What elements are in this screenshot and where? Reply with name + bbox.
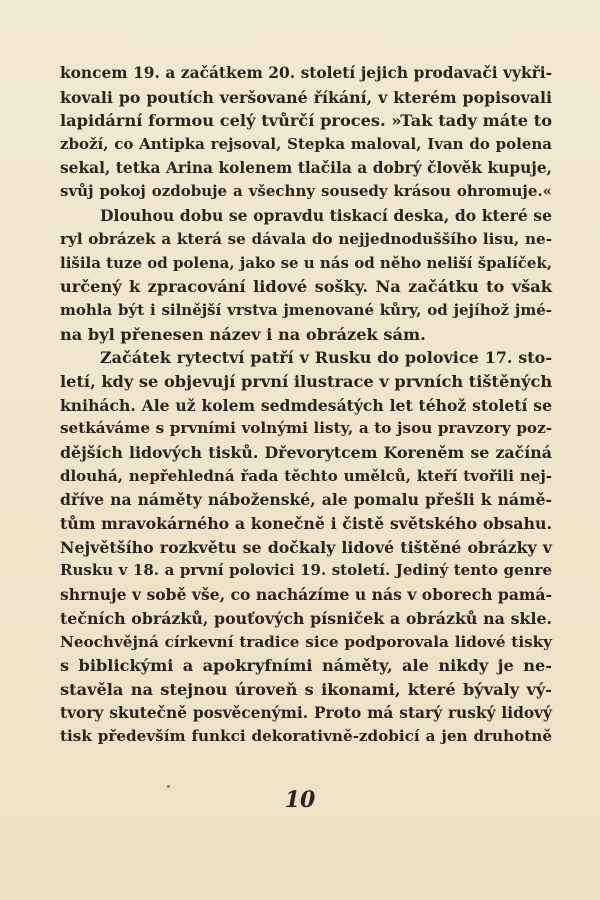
text-line: dlouhá, nepřehledná řada těchto umělců, kteří tvořili nej- <box>60 466 552 485</box>
text-line: setkáváme s prvními volnými listy, a to jsou pravzory poz- <box>60 419 552 438</box>
text-line: Dlouhou dobu se opravdu tiskací deska, do které se <box>100 206 552 226</box>
text-line: dříve na náměty náboženské, ale pomalu přešli k námě- <box>60 490 552 510</box>
text-line: tečních obrázků, pouťových písniček a obrázků na skle. <box>60 608 552 628</box>
text-line: knihách. Ale už kolem sedmdesátých let téhož století se <box>60 395 552 415</box>
text-line: Největšího rozkvětu se dočkaly lidové tištěné obrázky v <box>60 537 552 557</box>
text-line: dějších lidových tisků. Dřevorytcem Koreněm se začíná <box>60 443 552 462</box>
text-line: stavěla na stejnou úroveň s ikonami, které bývaly vý- <box>60 679 552 699</box>
text-line: s biblickými a apokryfními náměty, ale nikdy je ne- <box>60 656 552 676</box>
text-line: kovali po poutích veršované říkání, v kterém popisovali <box>60 87 552 107</box>
text-line: Neochvějná církevní tradice sice podporovala lidové tisky <box>60 632 552 651</box>
body-text <box>60 62 552 749</box>
text-line: tům mravokárného a konečně i čistě světského obsahu. <box>60 514 552 534</box>
text-line: určený k zpracování lidové sošky. Na začátku to však <box>60 277 552 297</box>
page-number: 10 <box>284 787 316 813</box>
text-line: na byl přenesen název i na obrázek sám. <box>60 324 426 344</box>
text-line: lišila tuze od polena, jako se u nás od něho neliší špalíček, <box>60 253 553 272</box>
text-line: Začátek rytectví patří v Rusku do polovice 17. sto- <box>100 348 552 368</box>
text-line: ryl obrázek a která se dávala do nejjednoduššího lisu, ne- <box>60 229 552 248</box>
text-line: zboží, co Antipka rejsoval, Stepka maloval, Ivan do polena <box>60 135 552 154</box>
text-line: tisk především funkci dekorativně-zdobicí a jen druhotně <box>60 727 552 746</box>
text-line: shrnuje v sobě vše, co nacházíme u nás v oborech pamá- <box>60 585 552 605</box>
text-line: sekal, tetka Arina kolenem tlačila a dobrý člověk kupuje, <box>60 158 552 177</box>
text-line: Rusku v 18. a první polovici 19. století. Jediný tento genre <box>60 561 552 580</box>
text-line: koncem 19. a začátkem 20. století jejich prodavači vykři- <box>60 64 552 82</box>
text-line: mohla být i silnější vrstva jmenované kůry, od jejíhož jmé- <box>60 300 552 319</box>
text-line: tvory skutečně posvěcenými. Proto má starý ruský lidový <box>60 703 552 722</box>
text-line: lapidární formou celý tvůrčí proces. »Tak tady máte to <box>60 111 552 131</box>
text-line: svůj pokoj ozdobuje a všechny sousedy krásou ohromuje.« <box>60 182 552 201</box>
text-line: letí, kdy se objevují první ilustrace v prvních tištěných <box>60 371 553 391</box>
